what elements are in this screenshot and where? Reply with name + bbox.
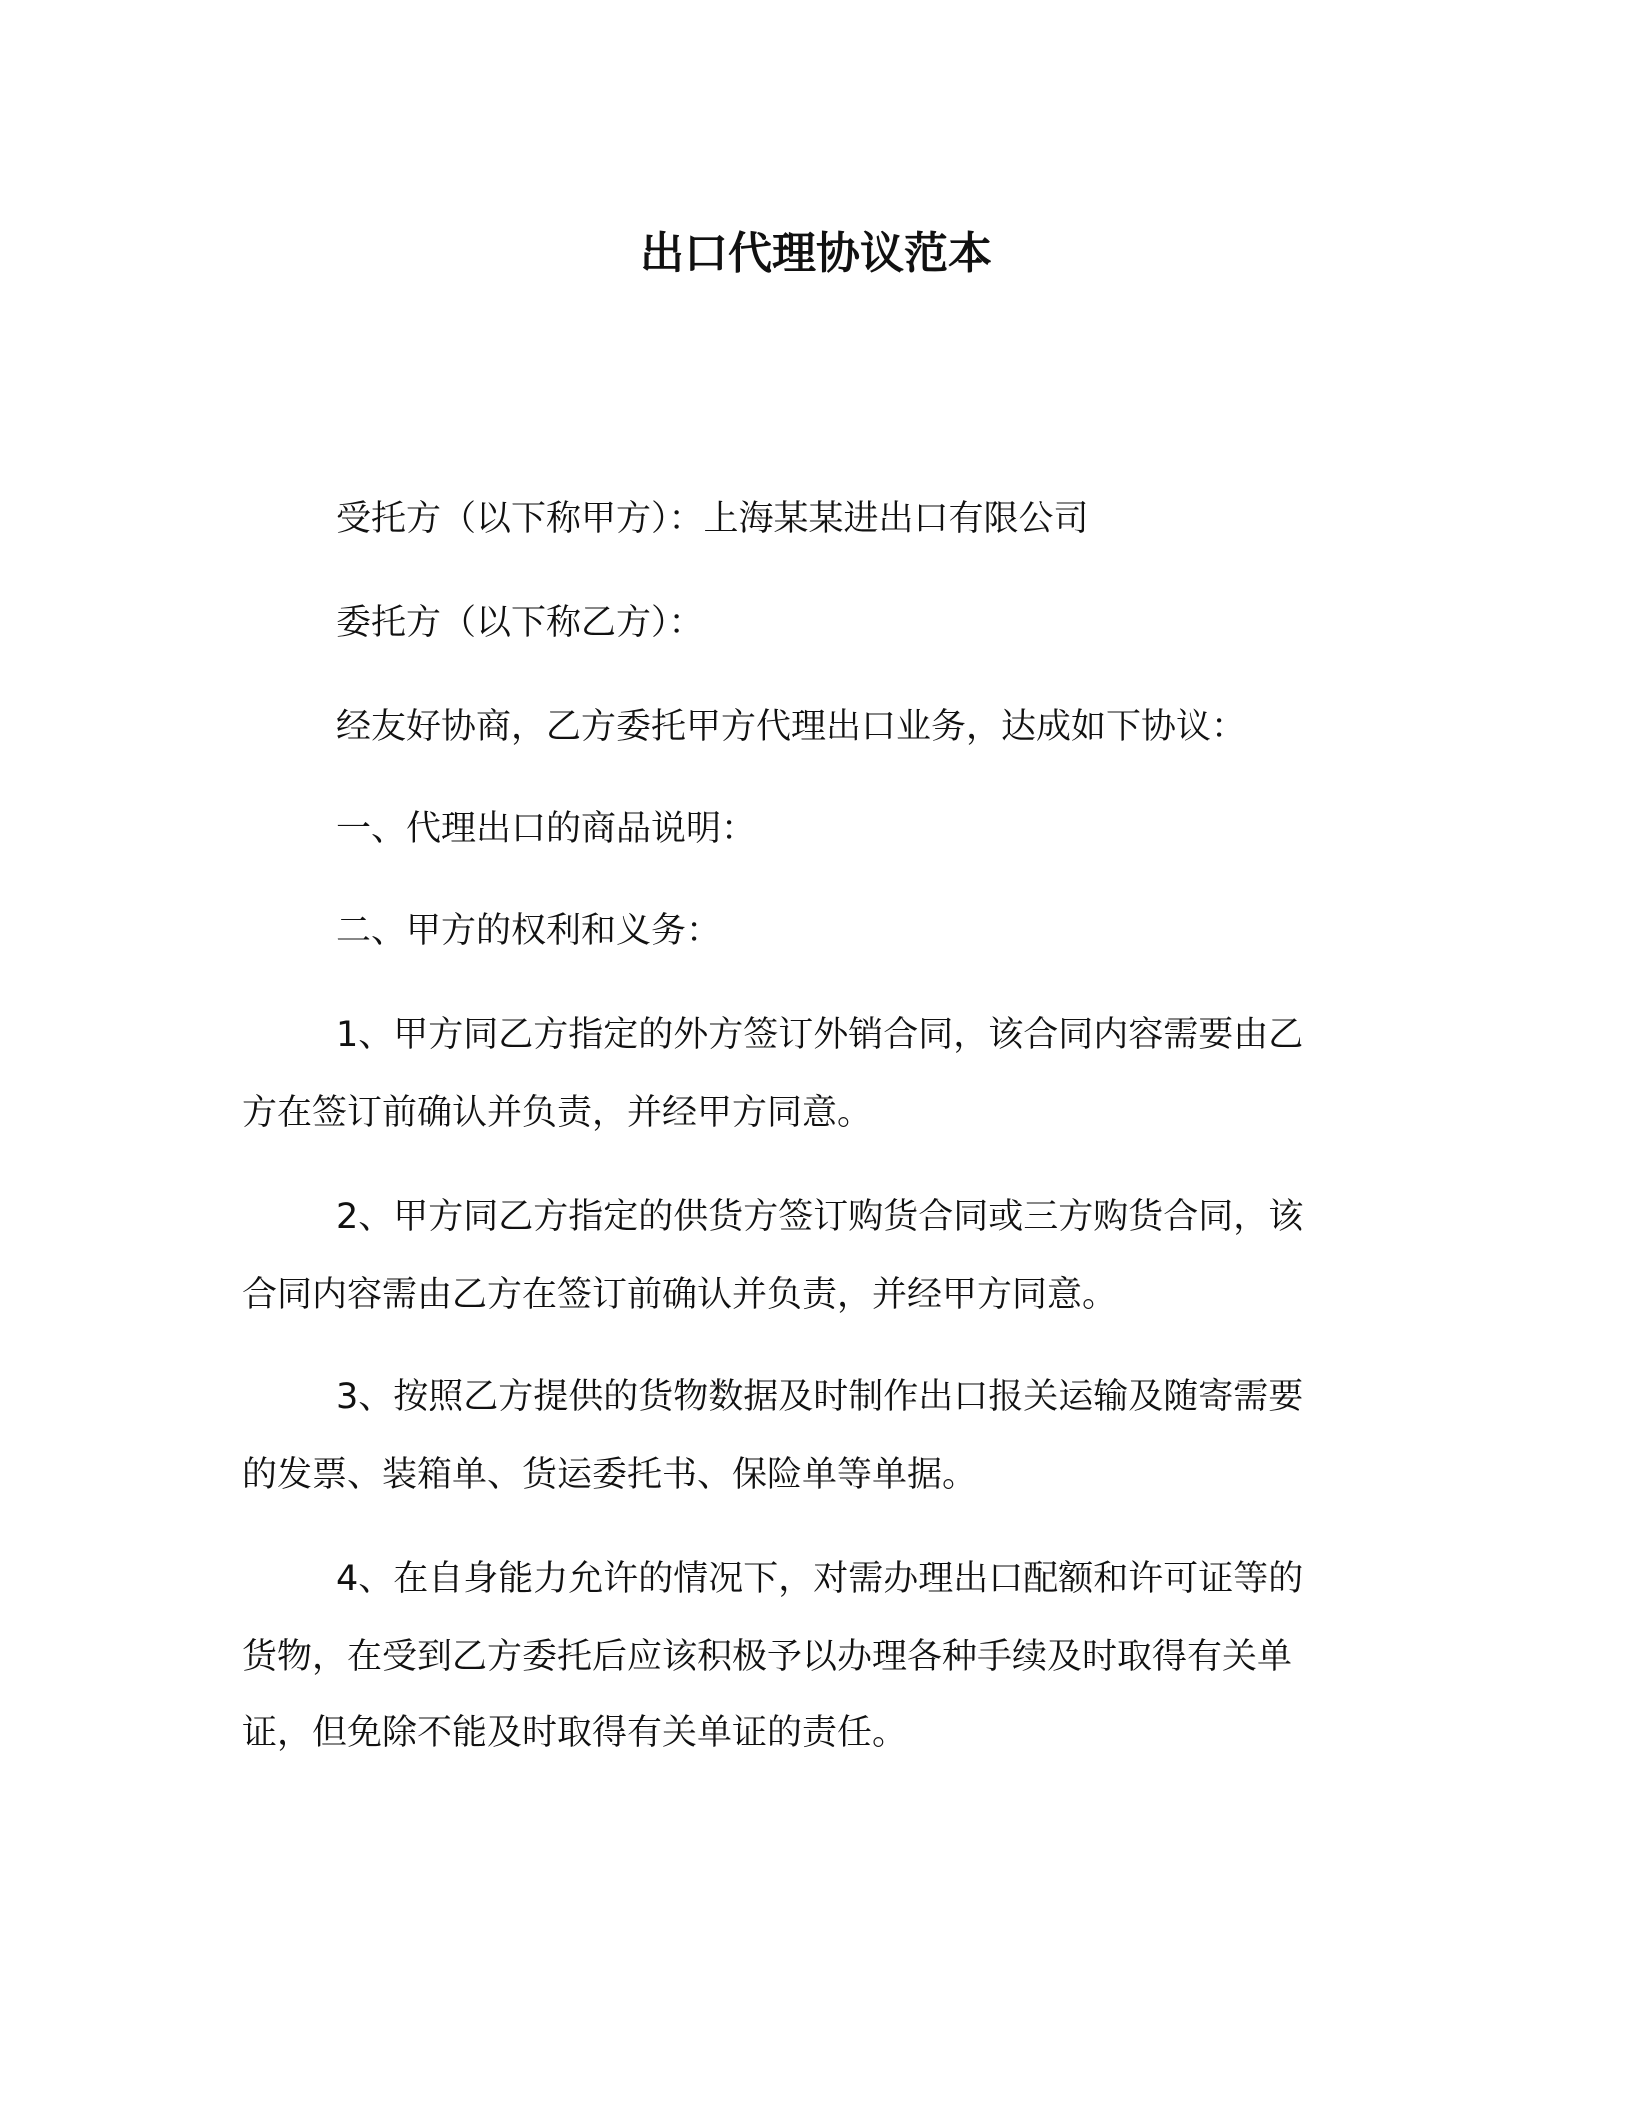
clause-1-line-1: 1、甲方同乙方指定的外方签订外销合同，该合同内容需要由乙 — [336, 1015, 1304, 1055]
section-heading-2: 二、甲方的权利和义务： — [336, 911, 722, 951]
section-heading-1: 一、代理出口的商品说明： — [336, 809, 757, 849]
clause-1-line-2: 方在签订前确认并负责，并经甲方同意。 — [242, 1093, 873, 1133]
clause-4-line-3: 证，但免除不能及时取得有关单证的责任。 — [242, 1713, 908, 1753]
clause-3-line-2: 的发票、装箱单、货运委托书、保险单等单据。 — [242, 1455, 978, 1495]
clause-2-line-2: 合同内容需由乙方在签订前确认并负责，并经甲方同意。 — [242, 1275, 1118, 1315]
paragraph-client: 委托方（以下称乙方）： — [336, 603, 704, 643]
document-title: 出口代理协议范本 — [640, 228, 992, 279]
clause-3-line-1: 3、按照乙方提供的货物数据及时制作出口报关运输及随寄需要 — [336, 1377, 1304, 1417]
clause-4-line-2: 货物，在受到乙方委托后应该积极予以办理各种手续及时取得有关单 — [242, 1637, 1293, 1677]
paragraph-intro: 经友好协商，乙方委托甲方代理出口业务，达成如下协议： — [336, 707, 1247, 747]
clause-4-line-1: 4、在自身能力允许的情况下，对需办理出口配额和许可证等的 — [336, 1559, 1304, 1599]
clause-2-line-1: 2、甲方同乙方指定的供货方签订购货合同或三方购货合同，该 — [336, 1197, 1304, 1237]
paragraph-trustee: 受托方（以下称甲方）：上海某某进出口有限公司 — [336, 499, 1089, 539]
